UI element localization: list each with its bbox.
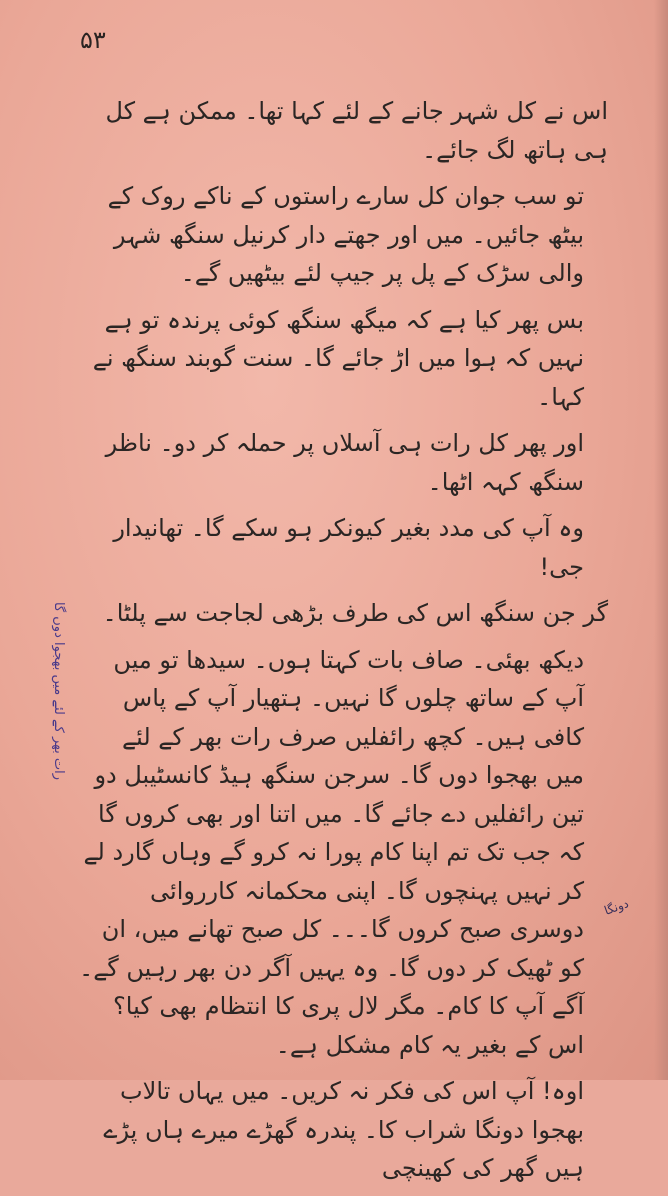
paragraph: گر جن سنگھ اس کی طرف بڑھی لجاجت سے پلٹا۔ [102, 599, 608, 627]
paragraph: تو سب جوان کل سارے راستوں کے ناکے روک کے بیٹھ جائیں۔ میں اور جھتے دار کرنیل سنگھ شہر والی سڑک کے پل پر جیپ لئے بیٹھیں گے۔ [107, 182, 584, 287]
paragraph: بس پھر کیا ہے کہ میگھ سنگھ کوئی پرندہ تو ہے نہیں کہ ہوا میں اڑ جائے گا۔ سنت گوبند سنگھ نے کہا۔ [92, 305, 584, 411]
handwritten-margin-note: رات بھر کے لئے میں بھجوا دوں گا [51, 601, 66, 780]
paragraph: وہ آپ کی مدد بغیر کیونکر ہو سکے گا۔ تھانیدار جی! [113, 514, 584, 581]
handwritten-margin-note-right: دونگا [602, 896, 631, 918]
paragraph: اوہ! آپ اس کی فکر نہ کریں۔ میں یہاں تالاب بھجوا دونگا شراب کا۔ پندرہ گھڑے میرے ہاں پڑے ہیں گھر کی کھینچی [103, 1077, 584, 1182]
paragraph: اس نے کل شہر جانے کے لئے کہا تھا۔ ممکن ہے کل ہی ہاتھ لگ جائے۔ [105, 97, 608, 164]
page-number: ۵۳ [80, 26, 106, 54]
paragraph: دیکھ بھئی۔ صاف بات کہتا ہوں۔ سیدھا تو میں آپ کے ساتھ چلوں گا نہیں۔ ہتھیار آپ کے پاس کافی ہیں۔ کچھ رائفلیں صرف رات بھر کے لئے میں بھجوا دوں گا۔ سرجن سنگھ ہیڈ کانسٹیبل دو تین رائفلیں دے جائے گا۔ میں اتنا اور بھی کروں گا کہ جب تک تم اپنا کام پورا نہ کرو گے وہاں گارد لے کر نہیں پہنچوں گا۔ اپنی محکمانہ کارروائی دوسری صبح کروں گا۔۔۔ کل صبح تھانے میں، ان کو ٹھیک کر دوں گا۔ وہ یہیں آگر دن بھر رہیں گے۔ آگے آپ کا کام۔ مگر لال پری کا انتظام بھی کیا؟ اس کے بغیر یہ کام مشکل ہے۔ [79, 645, 584, 1059]
body-text [78, 92, 608, 1196]
paragraph: اور پھر کل رات ہی آسلاں پر حملہ کر دو۔ ناظر سنگھ کہہ اٹھا۔ [105, 429, 584, 496]
